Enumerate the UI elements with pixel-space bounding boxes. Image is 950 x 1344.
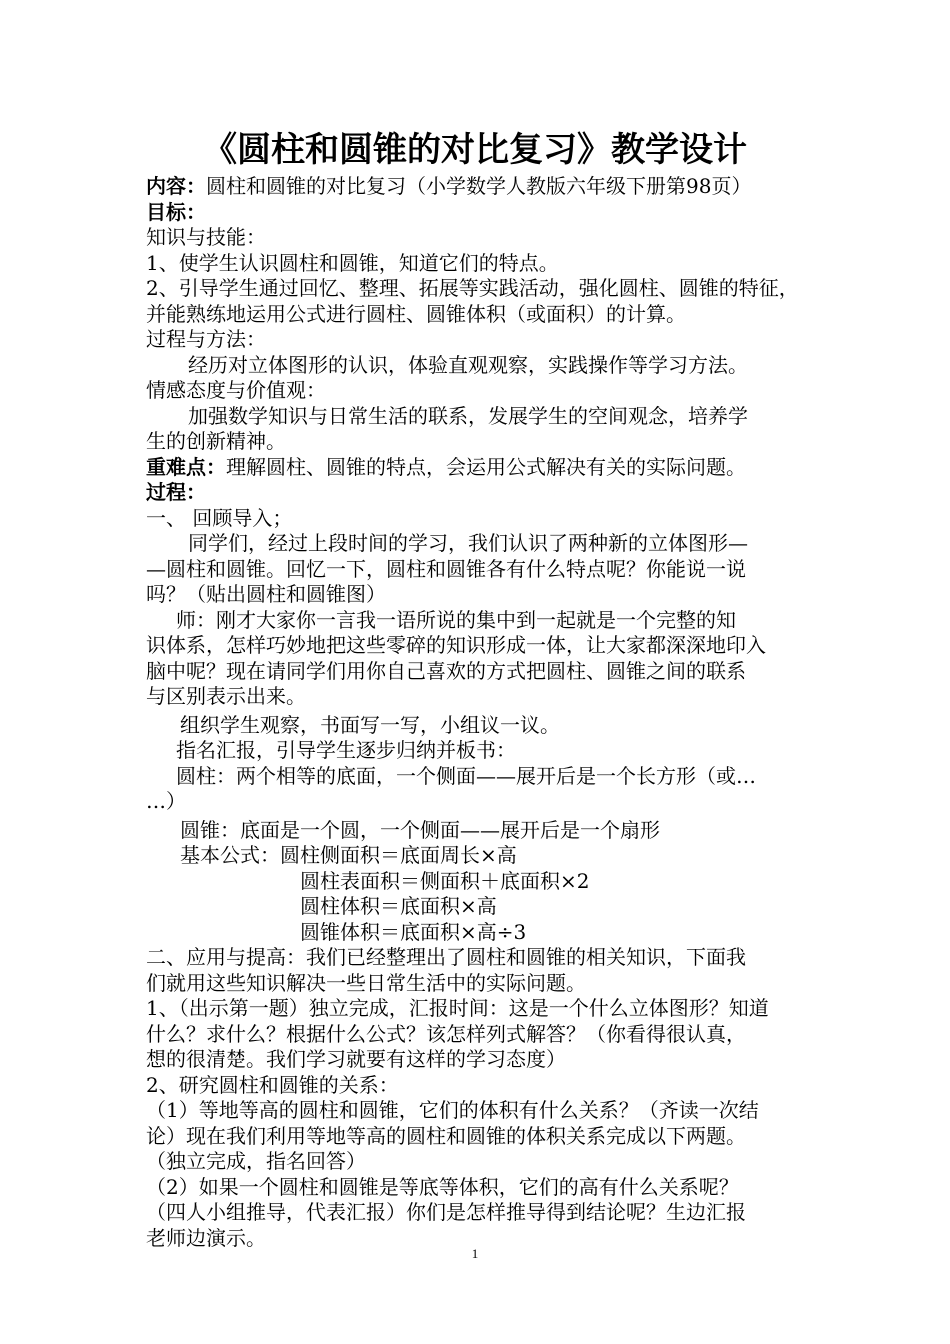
content-label: 内容： — [146, 174, 206, 198]
formula-3: 圆柱体积＝底面积×高 — [300, 894, 497, 918]
page-number: 1 — [471, 1246, 479, 1261]
emotion-text-b: 生的创新精神。 — [146, 429, 286, 453]
content-text: 圆柱和圆锥的对比复习（小学数学人教版六年级下册第98页） — [206, 174, 752, 198]
goals-label: 目标： — [146, 199, 206, 224]
question-2-part-1a: （1）等地等高的圆柱和圆锥，它们的体积有什么关系？（齐读一次结 — [146, 1098, 759, 1122]
question-2-part-2c: 老师边演示。 — [146, 1225, 266, 1250]
content-line — [146, 174, 826, 200]
knowledge-item-2a: 2、引导学生通过回忆、整理、拓展等实践活动，强化圆柱、圆锥的特征， — [146, 276, 799, 300]
question-2-heading: 2、研究圆柱和圆锥的关系： — [146, 1072, 399, 1097]
process-heading: 过程与方法： — [146, 327, 266, 351]
section-2-heading-b: 们就用这些知识解决一些日常生活中的实际问题。 — [146, 970, 586, 995]
difficulty-label: 重难点： — [146, 454, 226, 479]
cylinder-summary-a: 圆柱：两个相等的底面，一个侧面——展开后是一个长方形（或… — [176, 763, 756, 788]
process-text: 经历对立体图形的认识，体验直观观察，实践操作等学习方法。 — [188, 352, 748, 377]
question-2-part-1b: 论）现在我们利用等地等高的圆柱和圆锥的体积关系完成以下两题。 — [146, 1123, 746, 1148]
cone-summary: 圆锥：底面是一个圆，一个侧面——展开后是一个扇形 — [180, 817, 660, 842]
question-1a: 1、（出示第一题）独立完成，汇报时间：这是一个什么立体图形？知道 — [146, 996, 769, 1020]
difficulty-line — [146, 455, 826, 481]
procedure-label: 过程： — [146, 480, 206, 504]
question-1c: 想的很清楚。我们学习就要有这样的学习态度） — [146, 1047, 566, 1071]
question-2-part-2a: （2）如果一个圆柱和圆锥是等底等体积，它们的高有什么关系呢？ — [146, 1174, 739, 1199]
formula-1: 圆柱侧面积＝底面周长×高 — [280, 843, 517, 867]
formula-label: 基本公式： — [180, 843, 280, 867]
document-body — [146, 174, 826, 1251]
section-1-para-2a: 师：刚才大家你一言我一语所说的集中到一起就是一个完整的知 — [176, 607, 736, 632]
document-title: 《圆柱和圆锥的对比复习》教学设计 — [203, 130, 747, 170]
knowledge-item-2b: 并能熟练地运用公式进行圆柱、圆锥体积（或面积）的计算。 — [146, 301, 686, 326]
section-1-heading: 一、 回顾导入； — [146, 505, 293, 530]
cylinder-summary-b: …） — [146, 789, 186, 813]
section-1-para-2d: 与区别表示出来。 — [146, 684, 306, 708]
difficulty-text: 理解圆柱、圆锥的特点，会运用公式解决有关的实际问题。 — [226, 454, 746, 479]
section-1-para-1a: 同学们，经过上段时间的学习，我们认识了两种新的立体图形— — [188, 531, 748, 555]
section-2-heading-a: 二、应用与提高：我们已经整理出了圆柱和圆锥的相关知识，下面我 — [146, 945, 746, 969]
knowledge-heading: 知识与技能： — [146, 225, 266, 249]
formula-2: 圆柱表面积＝侧面积＋底面积×2 — [300, 868, 590, 893]
question-2-part-1c: （独立完成，指名回答） — [146, 1149, 366, 1173]
section-1-para-2b: 识体系，怎样巧妙地把这些零碎的知识形成一体，让大家都深深地印入 — [146, 633, 766, 657]
section-1-para-1b: —圆柱和圆锥。回忆一下，圆柱和圆锥各有什么特点呢？你能说一说 — [146, 556, 746, 581]
formula-4: 圆锥体积＝底面积×高÷3 — [300, 919, 527, 944]
emotion-heading: 情感态度与价值观： — [146, 378, 326, 402]
question-2-part-2b: （四人小组推导，代表汇报）你们是怎样推导得到结论呢？生边汇报 — [146, 1200, 746, 1224]
section-1-para-4: 指名汇报，引导学生逐步归纳并板书： — [176, 738, 516, 762]
question-1b: 什么？求什么？根据什么公式？该怎样列式解答？（你看得很认真， — [146, 1021, 746, 1046]
section-1-para-2c: 脑中呢？现在请同学们用你自己喜欢的方式把圆柱、圆锥之间的联系 — [146, 658, 746, 683]
formula-line-1 — [146, 843, 826, 869]
emotion-text-a: 加强数学知识与日常生活的联系，发展学生的空间观念，培养学 — [188, 403, 748, 428]
knowledge-item-1: 1、使学生认识圆柱和圆锥，知道它们的特点。 — [146, 250, 559, 275]
section-1-para-1c: 吗？（贴出圆柱和圆锥图） — [146, 582, 386, 606]
section-1-para-3: 组织学生观察，书面写一写，小组议一议。 — [180, 712, 560, 737]
